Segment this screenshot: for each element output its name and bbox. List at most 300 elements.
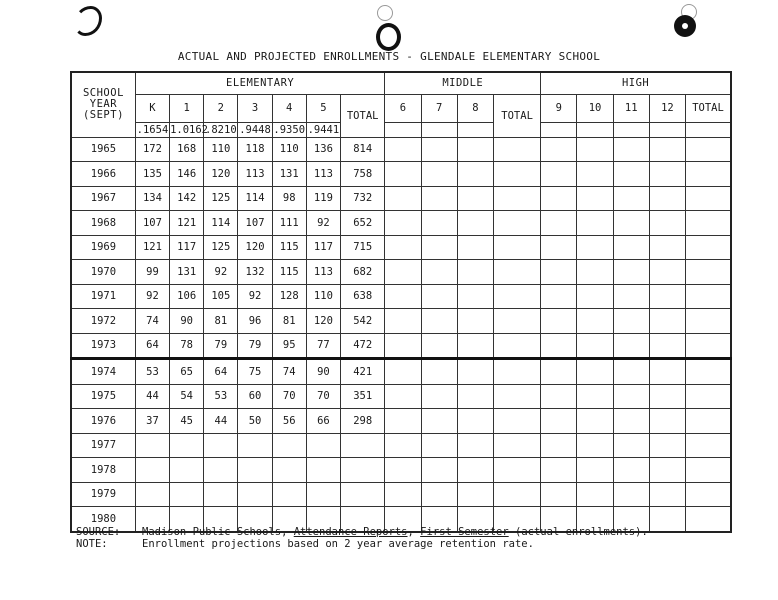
retention-rate: .9448 <box>239 123 271 136</box>
empty-cell <box>421 162 457 187</box>
enrollment-cell: 64 <box>135 333 169 359</box>
empty-cell <box>686 433 731 458</box>
school-year-cell: 1974 <box>71 359 135 385</box>
empty-cell <box>385 309 421 334</box>
empty-cell <box>385 482 421 507</box>
table-row <box>71 211 731 236</box>
empty-cell <box>577 186 613 211</box>
school-year-cell: 1967 <box>71 186 135 211</box>
empty-cell <box>541 309 577 334</box>
empty-cell <box>541 433 577 458</box>
empty-cell <box>421 384 457 409</box>
empty-cell <box>613 384 649 409</box>
enrollment-cell: 50 <box>238 409 272 434</box>
empty-cell <box>457 284 493 309</box>
empty-cell <box>577 137 613 162</box>
enrollment-cell: 115 <box>272 260 306 285</box>
empty-cell <box>686 122 731 137</box>
school-year-header: SCHOOL YEAR (SEPT) <box>71 72 135 137</box>
table-row <box>71 333 731 359</box>
empty-cell <box>541 482 577 507</box>
enrollment-cell: 131 <box>272 162 306 187</box>
retention-rate: .9350 <box>273 123 306 136</box>
empty-cell <box>613 260 649 285</box>
enrollment-cell: 90 <box>170 309 204 334</box>
source-line <box>76 526 648 538</box>
enrollment-cell: 111 <box>272 211 306 236</box>
empty-cell <box>421 284 457 309</box>
enrollment-cell: 542 <box>341 309 385 334</box>
note-line <box>76 538 648 550</box>
empty-cell <box>493 284 540 309</box>
enrollment-cell <box>272 482 306 507</box>
enrollment-cell <box>135 433 169 458</box>
table-row <box>71 458 731 483</box>
empty-cell <box>613 235 649 260</box>
enrollment-cell: 92 <box>204 260 238 285</box>
empty-cell <box>613 122 649 137</box>
school-year-cell: 1977 <box>71 433 135 458</box>
empty-cell <box>541 186 577 211</box>
grade-header: 10 <box>577 94 613 122</box>
empty-cell <box>649 137 685 162</box>
enrollment-cell: 117 <box>306 235 340 260</box>
empty-cell <box>493 359 540 385</box>
retention-rate: .9441 <box>307 123 340 136</box>
group-header-middle: MIDDLE <box>385 72 541 94</box>
empty-cell <box>577 309 613 334</box>
empty-cell <box>577 359 613 385</box>
empty-cell <box>385 433 421 458</box>
empty-cell <box>421 433 457 458</box>
group-header-high: HIGH <box>541 72 731 94</box>
empty-cell <box>385 211 421 236</box>
empty-cell <box>457 309 493 334</box>
empty-cell <box>457 359 493 385</box>
enrollment-cell: 96 <box>238 309 272 334</box>
enrollment-cell: 81 <box>272 309 306 334</box>
enrollment-cell: 54 <box>170 384 204 409</box>
grade-header: 11 <box>613 94 649 122</box>
empty-cell <box>457 482 493 507</box>
grade-header: 4 <box>272 94 306 122</box>
table-row <box>71 309 731 334</box>
empty-cell <box>385 260 421 285</box>
empty-cell <box>649 433 685 458</box>
punch-hole <box>376 23 401 51</box>
grade-header: 5 <box>306 94 340 122</box>
punch-hole-outline <box>377 5 393 21</box>
empty-cell <box>385 359 421 385</box>
enrollment-cell: 110 <box>204 137 238 162</box>
table-row <box>71 359 731 385</box>
enrollment-cell <box>306 482 340 507</box>
enrollment-cell: 64 <box>204 359 238 385</box>
enrollment-cell: 119 <box>306 186 340 211</box>
empty-cell <box>541 122 577 137</box>
empty-cell <box>577 284 613 309</box>
empty-cell <box>493 260 540 285</box>
enrollment-cell: 95 <box>272 333 306 359</box>
note-label: NOTE: <box>76 538 108 550</box>
enrollment-cell: 120 <box>238 235 272 260</box>
empty-cell <box>686 162 731 187</box>
empty-cell <box>385 137 421 162</box>
empty-cell <box>686 359 731 385</box>
empty-cell <box>457 211 493 236</box>
empty-cell <box>493 309 540 334</box>
enrollment-cell <box>204 458 238 483</box>
enrollment-cell: 105 <box>204 284 238 309</box>
enrollment-cell: 125 <box>204 235 238 260</box>
empty-cell <box>649 162 685 187</box>
enrollment-cell: 142 <box>170 186 204 211</box>
empty-cell <box>649 309 685 334</box>
enrollment-table <box>70 71 732 533</box>
enrollment-cell <box>341 433 385 458</box>
school-year-cell: 1975 <box>71 384 135 409</box>
empty-cell <box>686 309 731 334</box>
enrollment-cell: 131 <box>170 260 204 285</box>
grade-header: 7 <box>421 94 457 122</box>
enrollment-cell: 121 <box>135 235 169 260</box>
empty-cell <box>493 137 540 162</box>
empty-cell <box>577 409 613 434</box>
empty-cell <box>457 333 493 359</box>
enrollment-cell: 298 <box>341 409 385 434</box>
enrollment-cell: 44 <box>135 384 169 409</box>
empty-cell <box>649 122 685 137</box>
enrollment-cell: 682 <box>341 260 385 285</box>
empty-cell <box>421 359 457 385</box>
enrollment-cell: 351 <box>341 384 385 409</box>
empty-cell <box>577 458 613 483</box>
empty-cell <box>541 384 577 409</box>
grade-header: 2 <box>204 94 238 122</box>
empty-cell <box>541 211 577 236</box>
empty-cell <box>541 409 577 434</box>
empty-cell <box>613 284 649 309</box>
empty-cell <box>613 137 649 162</box>
empty-cell <box>457 235 493 260</box>
enrollment-cell: 79 <box>204 333 238 359</box>
empty-cell <box>686 507 731 532</box>
enrollment-cell: 75 <box>238 359 272 385</box>
enrollment-cell: 168 <box>170 137 204 162</box>
enrollment-cell: 99 <box>135 260 169 285</box>
enrollment-cell: 53 <box>135 359 169 385</box>
empty-cell <box>421 309 457 334</box>
empty-cell <box>385 235 421 260</box>
enrollment-cell <box>272 433 306 458</box>
empty-cell <box>577 333 613 359</box>
table-row <box>71 482 731 507</box>
table-row <box>71 384 731 409</box>
table-row <box>71 162 731 187</box>
enrollment-cell: 37 <box>135 409 169 434</box>
school-year-cell: 1971 <box>71 284 135 309</box>
enrollment-cell <box>170 433 204 458</box>
table-row <box>71 284 731 309</box>
enrollment-cell: 758 <box>341 162 385 187</box>
enrollment-cell: 74 <box>272 359 306 385</box>
grade-header: 8 <box>457 94 493 122</box>
empty-cell <box>493 433 540 458</box>
enrollment-cell: 172 <box>135 137 169 162</box>
enrollment-cell <box>170 482 204 507</box>
empty-cell <box>493 384 540 409</box>
enrollment-cell: 146 <box>170 162 204 187</box>
empty-cell <box>613 433 649 458</box>
enrollment-cell: 136 <box>306 137 340 162</box>
school-year-cell: 1968 <box>71 211 135 236</box>
enrollment-cell: 44 <box>204 409 238 434</box>
empty-cell <box>686 211 731 236</box>
empty-cell <box>613 458 649 483</box>
enrollment-cell: 92 <box>135 284 169 309</box>
retention-rate: 1.0162 <box>170 123 208 136</box>
enrollment-cell: 90 <box>306 359 340 385</box>
enrollment-cell <box>306 433 340 458</box>
empty-cell <box>457 162 493 187</box>
empty-cell <box>613 359 649 385</box>
empty-cell <box>457 260 493 285</box>
enrollment-cell <box>306 458 340 483</box>
enrollment-cell: 107 <box>135 211 169 236</box>
empty-cell <box>493 162 540 187</box>
enrollment-cell: 135 <box>135 162 169 187</box>
empty-cell <box>421 186 457 211</box>
empty-cell <box>385 458 421 483</box>
empty-cell <box>577 211 613 236</box>
punch-hole-mark <box>74 6 102 36</box>
empty-cell <box>493 482 540 507</box>
empty-cell <box>385 409 421 434</box>
empty-cell <box>493 458 540 483</box>
source-text: Madison Public Schools, Attendance Reports, First Semester (actual enrollments). <box>142 526 648 538</box>
table-row <box>71 235 731 260</box>
enrollment-cell: 81 <box>204 309 238 334</box>
enrollment-cell: 114 <box>238 186 272 211</box>
enrollment-cell <box>204 433 238 458</box>
empty-cell <box>577 162 613 187</box>
enrollment-cell: 472 <box>341 333 385 359</box>
footer-notes <box>76 526 648 550</box>
empty-cell <box>493 409 540 434</box>
empty-cell <box>541 284 577 309</box>
empty-cell <box>613 162 649 187</box>
source-label: SOURCE: <box>76 526 121 538</box>
empty-cell <box>613 309 649 334</box>
enrollment-cell: 113 <box>306 260 340 285</box>
enrollment-cell: 421 <box>341 359 385 385</box>
enrollment-cell: 652 <box>341 211 385 236</box>
enrollment-cell: 115 <box>272 235 306 260</box>
enrollment-cell: 66 <box>306 409 340 434</box>
enrollment-cell: 113 <box>306 162 340 187</box>
enrollment-cell: 56 <box>272 409 306 434</box>
empty-cell <box>421 235 457 260</box>
enrollment-cell: 132 <box>238 260 272 285</box>
empty-cell <box>577 433 613 458</box>
empty-cell <box>649 409 685 434</box>
retention-rate: .1654 <box>136 123 169 136</box>
enrollment-cell: 715 <box>341 235 385 260</box>
enrollment-cell <box>341 482 385 507</box>
empty-cell <box>541 235 577 260</box>
enrollment-cell: 814 <box>341 137 385 162</box>
school-year-cell: 1973 <box>71 333 135 359</box>
empty-cell <box>686 235 731 260</box>
empty-cell <box>649 186 685 211</box>
empty-cell <box>686 260 731 285</box>
empty-cell <box>649 458 685 483</box>
empty-cell <box>541 162 577 187</box>
school-year-cell: 1965 <box>71 137 135 162</box>
enrollment-cell: 74 <box>135 309 169 334</box>
school-year-cell: 1969 <box>71 235 135 260</box>
grade-header: TOTAL <box>341 94 385 137</box>
enrollment-cell: 60 <box>238 384 272 409</box>
empty-cell <box>421 122 457 137</box>
empty-cell <box>421 260 457 285</box>
empty-cell <box>493 235 540 260</box>
grade-header: 9 <box>541 94 577 122</box>
table-row <box>71 409 731 434</box>
enrollment-cell: 107 <box>238 211 272 236</box>
empty-cell <box>385 284 421 309</box>
school-year-cell: 1979 <box>71 482 135 507</box>
empty-cell <box>541 137 577 162</box>
enrollment-cell: 92 <box>306 211 340 236</box>
school-year-cell: 1970 <box>71 260 135 285</box>
empty-cell <box>385 186 421 211</box>
empty-cell <box>385 162 421 187</box>
retention-rate: .8210 <box>205 123 237 136</box>
empty-cell <box>541 333 577 359</box>
school-year-cell: 1972 <box>71 309 135 334</box>
enrollment-cell <box>238 433 272 458</box>
empty-cell <box>457 122 493 137</box>
school-year-cell: 1976 <box>71 409 135 434</box>
empty-cell <box>493 211 540 236</box>
empty-cell <box>649 260 685 285</box>
empty-cell <box>577 260 613 285</box>
note-text: Enrollment projections based on 2 year average retention rate. <box>142 538 534 550</box>
empty-cell <box>686 458 731 483</box>
school-year-cell: 1980 <box>71 507 135 532</box>
enrollment-cell: 125 <box>204 186 238 211</box>
empty-cell <box>686 482 731 507</box>
enrollment-cell <box>238 482 272 507</box>
enrollment-cell <box>170 458 204 483</box>
punch-hole <box>674 15 696 37</box>
enrollment-cell: 65 <box>170 359 204 385</box>
enrollment-cell: 638 <box>341 284 385 309</box>
grade-header: TOTAL <box>686 94 731 122</box>
empty-cell <box>421 333 457 359</box>
empty-cell <box>613 482 649 507</box>
empty-cell <box>613 333 649 359</box>
enrollment-cell <box>272 458 306 483</box>
empty-cell <box>457 433 493 458</box>
enrollment-cell: 110 <box>306 284 340 309</box>
empty-cell <box>686 186 731 211</box>
empty-cell <box>686 284 731 309</box>
empty-cell <box>385 122 421 137</box>
grade-header: K <box>135 94 169 122</box>
enrollment-cell: 53 <box>204 384 238 409</box>
empty-cell <box>457 384 493 409</box>
empty-cell <box>649 482 685 507</box>
empty-cell <box>649 507 685 532</box>
empty-cell <box>385 333 421 359</box>
empty-cell <box>686 137 731 162</box>
empty-cell <box>686 384 731 409</box>
empty-cell <box>649 211 685 236</box>
enrollment-cell <box>135 482 169 507</box>
enrollment-cell: 45 <box>170 409 204 434</box>
grade-header: 1 <box>170 94 204 122</box>
enrollment-cell: 732 <box>341 186 385 211</box>
grade-header: TOTAL <box>493 94 540 137</box>
table-row <box>71 260 731 285</box>
enrollment-cell: 79 <box>238 333 272 359</box>
empty-cell <box>541 359 577 385</box>
empty-cell <box>613 211 649 236</box>
enrollment-cell: 92 <box>238 284 272 309</box>
enrollment-cell: 120 <box>306 309 340 334</box>
empty-cell <box>421 482 457 507</box>
grade-header: 6 <box>385 94 421 122</box>
grade-header: 3 <box>238 94 272 122</box>
enrollment-cell: 117 <box>170 235 204 260</box>
empty-cell <box>421 458 457 483</box>
table-row <box>71 137 731 162</box>
empty-cell <box>577 235 613 260</box>
enrollment-cell: 120 <box>204 162 238 187</box>
empty-cell <box>649 333 685 359</box>
school-year-cell: 1978 <box>71 458 135 483</box>
enrollment-cell: 110 <box>272 137 306 162</box>
empty-cell <box>421 409 457 434</box>
empty-cell <box>649 359 685 385</box>
enrollment-cell: 121 <box>170 211 204 236</box>
empty-cell <box>541 260 577 285</box>
enrollment-cell <box>135 458 169 483</box>
enrollment-cell: 118 <box>238 137 272 162</box>
enrollment-cell: 98 <box>272 186 306 211</box>
empty-cell <box>457 137 493 162</box>
table-row <box>71 186 731 211</box>
empty-cell <box>421 137 457 162</box>
school-year-cell: 1966 <box>71 162 135 187</box>
empty-cell <box>457 186 493 211</box>
empty-cell <box>385 384 421 409</box>
empty-cell <box>649 235 685 260</box>
enrollment-cell: 78 <box>170 333 204 359</box>
empty-cell <box>457 409 493 434</box>
empty-cell <box>686 409 731 434</box>
empty-cell <box>577 384 613 409</box>
empty-cell <box>649 284 685 309</box>
enrollment-cell: 77 <box>306 333 340 359</box>
page-title: ACTUAL AND PROJECTED ENROLLMENTS - GLENDALE ELEMENTARY SCHOOL <box>177 50 601 63</box>
enrollment-cell: 134 <box>135 186 169 211</box>
enrollment-cell: 70 <box>306 384 340 409</box>
group-header-elementary: ELEMENTARY <box>135 72 384 94</box>
empty-cell <box>421 211 457 236</box>
